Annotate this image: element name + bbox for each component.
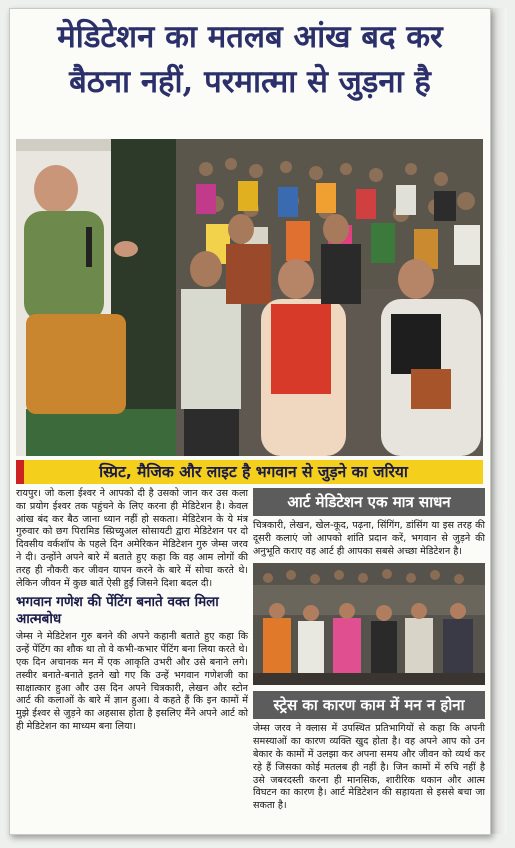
headline-line-1: मेडिटेशन का मतलब आंख बद कर: [57, 19, 443, 55]
main-photo: [16, 139, 483, 456]
page-fold-shadow: [489, 8, 507, 834]
right-column: [253, 488, 485, 813]
box1-title: आर्ट मेडिटेशन एक मात्र साधन: [253, 488, 485, 516]
section1-paragraph: जेम्स ने मेडिटेशन गुरु बनने की अपने कहानी बताते हुए कहा कि उन्हें पेंटिंग का शौक था तो वे कभी-कभार पेंटिंग बना लिया करते थे। एक दिन अचानक मन में एक आकृति उभरी और उसे बनाने लगे। तस्वीर बनाते-बनाते इतने खो गए कि उन्हें भगवान गणेशजी का साक्षात्कार हुआ और उस दिन अपने चित्रकारी, लेखन और स्टोन आर्ट की कलाओं के बारे में ज्ञान हुआ। वे कहते हैं कि इन कामों में मुझे ईश्वर से जुड़ने का अहसास होता है इसलिए मैंने अपने आर्ट को ही मेडिटेशन का माध्यम बना लिया।: [16, 631, 248, 732]
headline-line-2: बैठना नहीं, परमात्मा से जुड़ना है: [69, 64, 431, 100]
secondary-photo: [253, 563, 485, 685]
headline: [10, 15, 490, 105]
seated-audience-illustration: [253, 563, 485, 685]
box2-paragraph: जेम्स जरव ने क्लास में उपस्थित प्रतिभागियों से कहा कि अपनी समस्याओं का कारण व्यक्ति खुद होता है। वह अपने आप को उन बेकार के कामों में उलझा कर अपना समय और जीवन को व्यर्थ कर रहे हैं जिसका कोई मतलब ही नहीं है। जिन कामों में रुचि नहीं है उसे जबरदस्ती करना ही मानसिक, शारीरिक थकान और आत्म विघटन का कारण है। आर्ट मेडिटेशन की सहायता से इससे बचा जा सकता है।: [253, 723, 485, 812]
intro-paragraph: रायपुर। जो कला ईश्वर ने आपको दी है उसको जान कर उस कला का प्रयोग ईश्वर तक पहुंचने के लिए करना ही मेडिटेशन है। केवल आंख बंद कर बैठ जाना ध्यान नहीं हो सकता। मेडिटेशन के ये मंत्र गुरुवार को छग पिरामिड स्प्रिच्युअल सोसायटी द्वारा मेडिटेशन पर दो दिवसीय वर्कशॉप के पहले दिन अमेरिकन मेडिटेशन गुरु जेम्स जरव ने दी। उन्होंने अपने बारे में बताते हुए कहा कि वह आम लोगों की तरह ही नौकरी कर जीवन यापन करने के बारे में सोचा करते थे। लेकिन जीवन में कुछ बातें ऐसी हुईं जिसने दिशा बदल दी।: [16, 488, 248, 589]
photo-caption-bar: स्प्रिट, मैजिक और लाइट है भगवान से जुड़ने का जरिया: [16, 460, 483, 484]
left-column: [16, 488, 248, 734]
newspaper-clipping: [9, 8, 491, 835]
section1-title: भगवान गणेश की पेंटिंग बनाते वक्त मिला आत्मबोध: [16, 594, 219, 628]
audience-photo-illustration: [16, 139, 483, 456]
box1-paragraph: चित्रकारी, लेखन, खेल-कूद, पढ़ना, सिंगिंग, डांसिंग या इस तरह की दूसरी कलाएं जो आपको शांति प्रदान करें, भगवान से जुड़ने की अनुभूति कराए वह आर्ट ही आपका सबसे अच्छा मेडिटेशन है।: [253, 520, 485, 557]
box2-title: स्ट्रेस का कारण काम में मन न होना: [253, 691, 485, 719]
